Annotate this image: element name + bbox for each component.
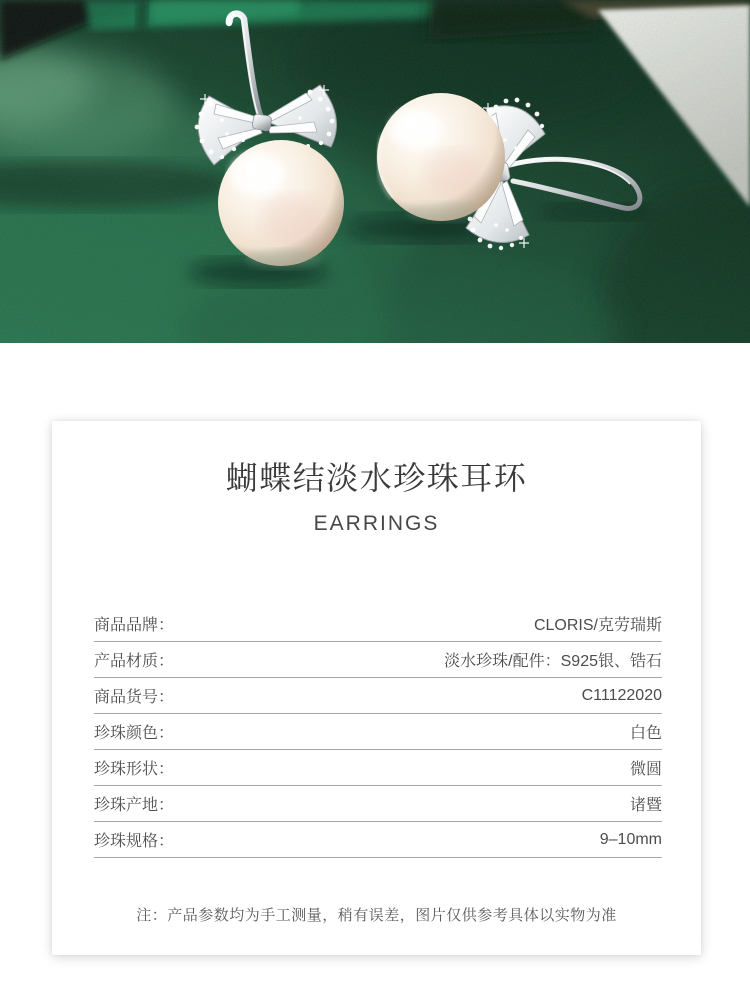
spec-row-pearl-origin [94,786,662,822]
spec-value: 9–10mm [599,830,662,848]
product-photo [0,0,750,343]
spec-value: 诸暨 [629,797,662,814]
measurement-note: 注：产品参数均为手工测量，稍有误差，图片仅供参考具体以实物为准 [136,907,617,924]
velvet-grain-dark [0,0,750,343]
spec-value: C11122020 [581,686,662,704]
spec-label: 珍珠形状： [94,761,175,778]
spec-label: 商品货号： [94,689,175,706]
spec-row-pearl-shape [94,750,662,786]
product-subtitle: EARRINGS [313,512,440,535]
spec-row-item-number [94,678,662,714]
spec-row-pearl-size [94,822,662,858]
spec-value: CLORIS/克劳瑞斯 [533,617,662,634]
spec-row-material [94,642,662,678]
pearl-earrings-photo [0,0,750,343]
spec-value: 微圆 [629,761,662,778]
spec-value: 淡水珍珠/配件：S925银、锆石 [444,653,662,670]
spec-row-pearl-color [94,714,662,750]
right-pearl [377,93,505,222]
spec-label: 珍珠产地： [94,797,175,814]
product-info-card [52,421,701,955]
spec-table [94,606,662,858]
spec-label: 珍珠颜色： [94,725,175,742]
spec-row-brand [94,606,662,642]
spec-label: 产品材质： [94,653,175,670]
spec-label: 珍珠规格： [94,833,175,850]
spec-label: 商品品牌： [94,617,175,634]
product-title: 蝴蝶结淡水珍珠耳环 [225,460,528,496]
spec-value: 白色 [629,725,662,742]
